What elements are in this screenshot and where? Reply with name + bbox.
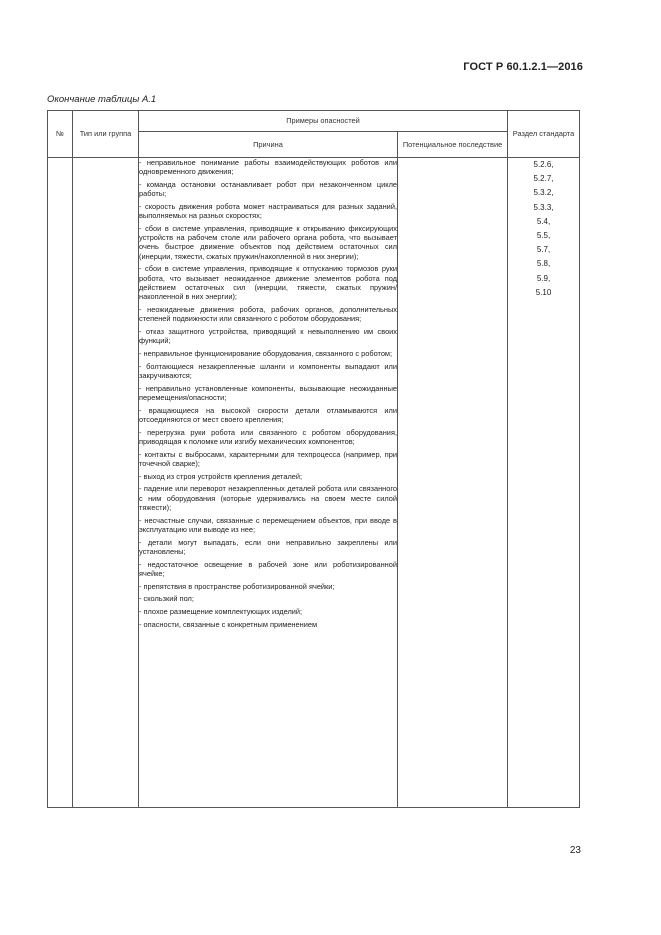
hazard-item: - неправильно установленные компоненты, вызывающие неожиданные перемещения/опасности; xyxy=(139,383,397,402)
header-standard-section: Раздел стандарта xyxy=(508,111,580,158)
hazard-item: - препятствия в пространстве роботизированной ячейки; xyxy=(139,581,335,591)
hazard-item: - сбои в системе управления, приводящие к открыванию фиксирующих устройств на рабочем столе или рабочего органа робота, что вызывает очень быстрое движение объектов под действием остаточных сил (инерции, тяжести, сжатых пружин/накопленной в них энергии); xyxy=(139,224,397,261)
hazard-item: - болтающиеся незакрепленные шланги и компоненты выпадают или закручиваются; xyxy=(139,361,397,380)
hazard-item: - детали могут выпадать, если они неправильно закреплены или установлены; xyxy=(139,537,397,556)
header-number: № xyxy=(48,111,73,158)
hazard-item: - отказ защитного устройства, приводящий к невыполнению им своих функций; xyxy=(139,326,397,346)
hazard-item: - падение или переворот незакрепленных деталей робота или связанного с ним оборудования (которые удерживались на своем месте силой тяжести); xyxy=(139,484,397,512)
section-ref: 5.7, xyxy=(536,245,551,255)
section-ref: 5.3.2, xyxy=(533,188,554,198)
header-hazard-examples: Примеры опасностей xyxy=(139,111,508,132)
cell-number xyxy=(48,158,73,808)
section-ref: 5.2.6, xyxy=(533,160,554,169)
cell-type-group xyxy=(73,158,139,808)
table-row xyxy=(48,158,580,808)
hazard-item: - плохое размещение комплектующих изделий; xyxy=(139,607,303,617)
header-consequence: Потенциальное последствие xyxy=(398,132,508,158)
hazard-item: - выход из строя устройств крепления деталей; xyxy=(139,471,303,481)
section-ref: 5.9, xyxy=(536,273,551,283)
hazard-item: - несчастные случаи, связанные с перемещением объектов, при вводе в эксплуатацию или выводе из нее; xyxy=(139,515,397,534)
cell-reasons xyxy=(139,158,398,808)
hazard-item: - команда остановки останавливает робот при незаконченном цикле работы; xyxy=(139,180,397,199)
cell-consequence xyxy=(398,158,508,808)
section-ref: 5.5, xyxy=(536,231,551,241)
section-ref: 5.2.7, xyxy=(533,174,554,184)
page-number: 23 xyxy=(569,845,581,856)
cell-sections xyxy=(508,158,580,808)
hazard-item: - неправильное функционирование оборудования, связанного с роботом; xyxy=(139,348,393,358)
hazard-item: - опасности, связанные с конкретным применением xyxy=(139,620,318,629)
hazard-item: - контакты с выбросами, характерными для техпроцесса (например, при точечной сварке); xyxy=(139,449,397,468)
section-ref: 5.10 xyxy=(535,287,552,297)
section-ref: 5.8, xyxy=(536,259,551,269)
section-ref: 5.3.3, xyxy=(533,202,554,212)
document-code: ГОСТ Р 60.1.2.1—2016 xyxy=(463,61,583,73)
hazard-item: - сбои в системе управления, приводящие к отпусканию тормозов руки робота, что вызывает неожиданное движение элементов робота под действием остаточных сил (инерции, тяжести, сжатых пружин/накопленной в них энергии); xyxy=(139,264,397,302)
hazard-item: - неправильное понимание работы взаимодействующих роботов или одновременного движения; xyxy=(139,158,397,177)
table-caption: Окончание таблицы А.1 xyxy=(47,94,157,105)
hazard-item: - перегрузка руки робота или связанного с роботом оборудования, приводящая к поломке или изгибу механических компонентов; xyxy=(139,427,397,446)
hazards-table xyxy=(47,110,580,808)
header-reason: Причина xyxy=(139,132,398,158)
hazard-item: - неожиданные движения робота, рабочих органов, дополнительных степеней подвижности или связанного с роботом оборудования; xyxy=(139,304,397,324)
hazard-item: - вращающиеся на высокой скорости детали отламываются или отсоединяются от мест своего крепления; xyxy=(139,405,397,424)
section-ref: 5.4, xyxy=(536,216,551,226)
header-type-group: Тип или группа xyxy=(73,111,139,158)
hazard-item: - недостаточное освещение в рабочей зоне или роботизированной ячейке; xyxy=(139,559,397,578)
hazard-item: - скорость движения робота может настраиваться для разных заданий, выполняемых на разных скоростях; xyxy=(139,202,397,221)
hazard-item: - скользкий пол; xyxy=(139,594,194,604)
